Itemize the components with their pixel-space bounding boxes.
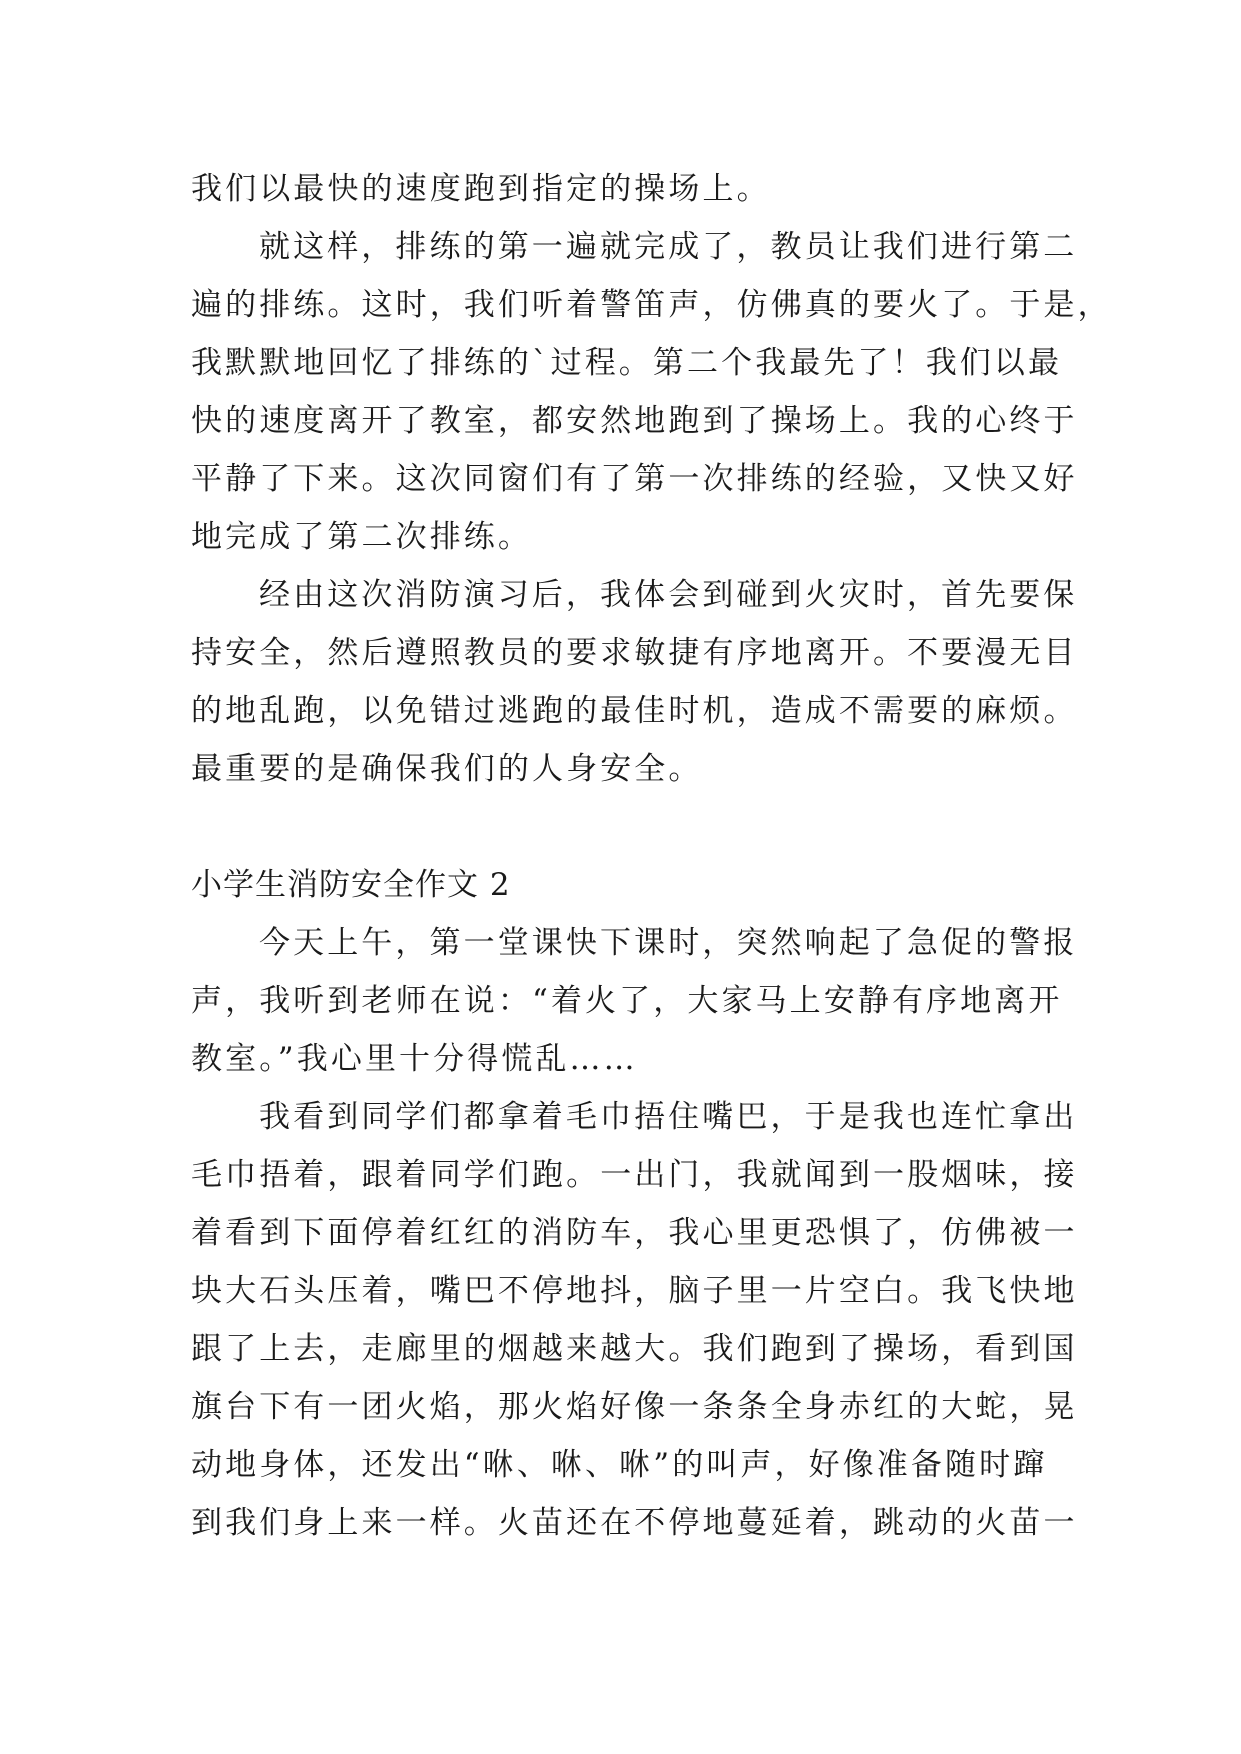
text-line: 今天上午，第一堂课快下课时，突然响起了急促的警报	[259, 925, 1078, 961]
text-line: 跟了上去，走廊里的烟越来越大。我们跑到了操场，看到国	[191, 1331, 1078, 1367]
text-line: 声，我听到老师在说：“着火了，大家马上安静有序地离开	[191, 983, 1063, 1019]
text-line: 到我们身上来一样。火苗还在不停地蔓延着，跳动的火苗一	[191, 1505, 1078, 1541]
text-line: 毛巾捂着，跟着同学们跑。一出门，我就闻到一股烟味，接	[191, 1157, 1078, 1193]
text-line: 地完成了第二次排练。	[191, 519, 532, 555]
paragraph	[191, 914, 1078, 1088]
paragraph	[191, 160, 1071, 218]
text-line: 教室。”我心里十分得慌乱……	[191, 1041, 638, 1077]
text-line: 最重要的是确保我们的人身安全。	[191, 751, 703, 787]
text-line: 我们以最快的速度跑到指定的操场上。	[191, 171, 771, 207]
section-title: 小学生消防安全作文 2	[191, 867, 511, 903]
text-line: 经由这次消防演习后，我体会到碰到火灾时，首先要保	[259, 577, 1078, 613]
text-line: 持安全，然后遵照教员的要求敏捷有序地离开。不要漫无目	[191, 635, 1078, 671]
section-spacer	[191, 798, 1071, 856]
text-line: 遍的排练。这时，我们听着警笛声，仿佛真的要火了。于是，	[191, 287, 1112, 323]
text-line: 着看到下面停着红红的消防车，我心里更恐惧了，仿佛被一	[191, 1215, 1078, 1251]
text-line: 旗台下有一团火焰，那火焰好像一条条全身赤红的大蛇，晃	[191, 1389, 1078, 1425]
paragraph	[191, 566, 1078, 798]
text-line: 我看到同学们都拿着毛巾捂住嘴巴，于是我也连忙拿出	[259, 1099, 1078, 1135]
text-line: 快的速度离开了教室，都安然地跑到了操场上。我的心终于	[191, 403, 1078, 439]
text-line: 就这样，排练的第一遍就完成了，教员让我们进行第二	[259, 229, 1078, 265]
document-body	[191, 160, 1112, 1552]
text-line: 平静了下来。这次同窗们有了第一次排练的经验，又快又好	[191, 461, 1078, 497]
text-line: 动地身体，还发出“咻、咻、咻”的叫声，好像准备随时蹿	[191, 1447, 1048, 1483]
paragraph	[191, 1088, 1078, 1552]
text-line: 我默默地回忆了排练的`过程。第二个我最先了！我们以最	[191, 345, 1063, 381]
paragraph	[191, 218, 1112, 566]
text-line: 的地乱跑，以免错过逃跑的最佳时机，造成不需要的麻烦。	[191, 693, 1078, 729]
text-line: 块大石头压着，嘴巴不停地抖，脑子里一片空白。我飞快地	[191, 1273, 1078, 1309]
